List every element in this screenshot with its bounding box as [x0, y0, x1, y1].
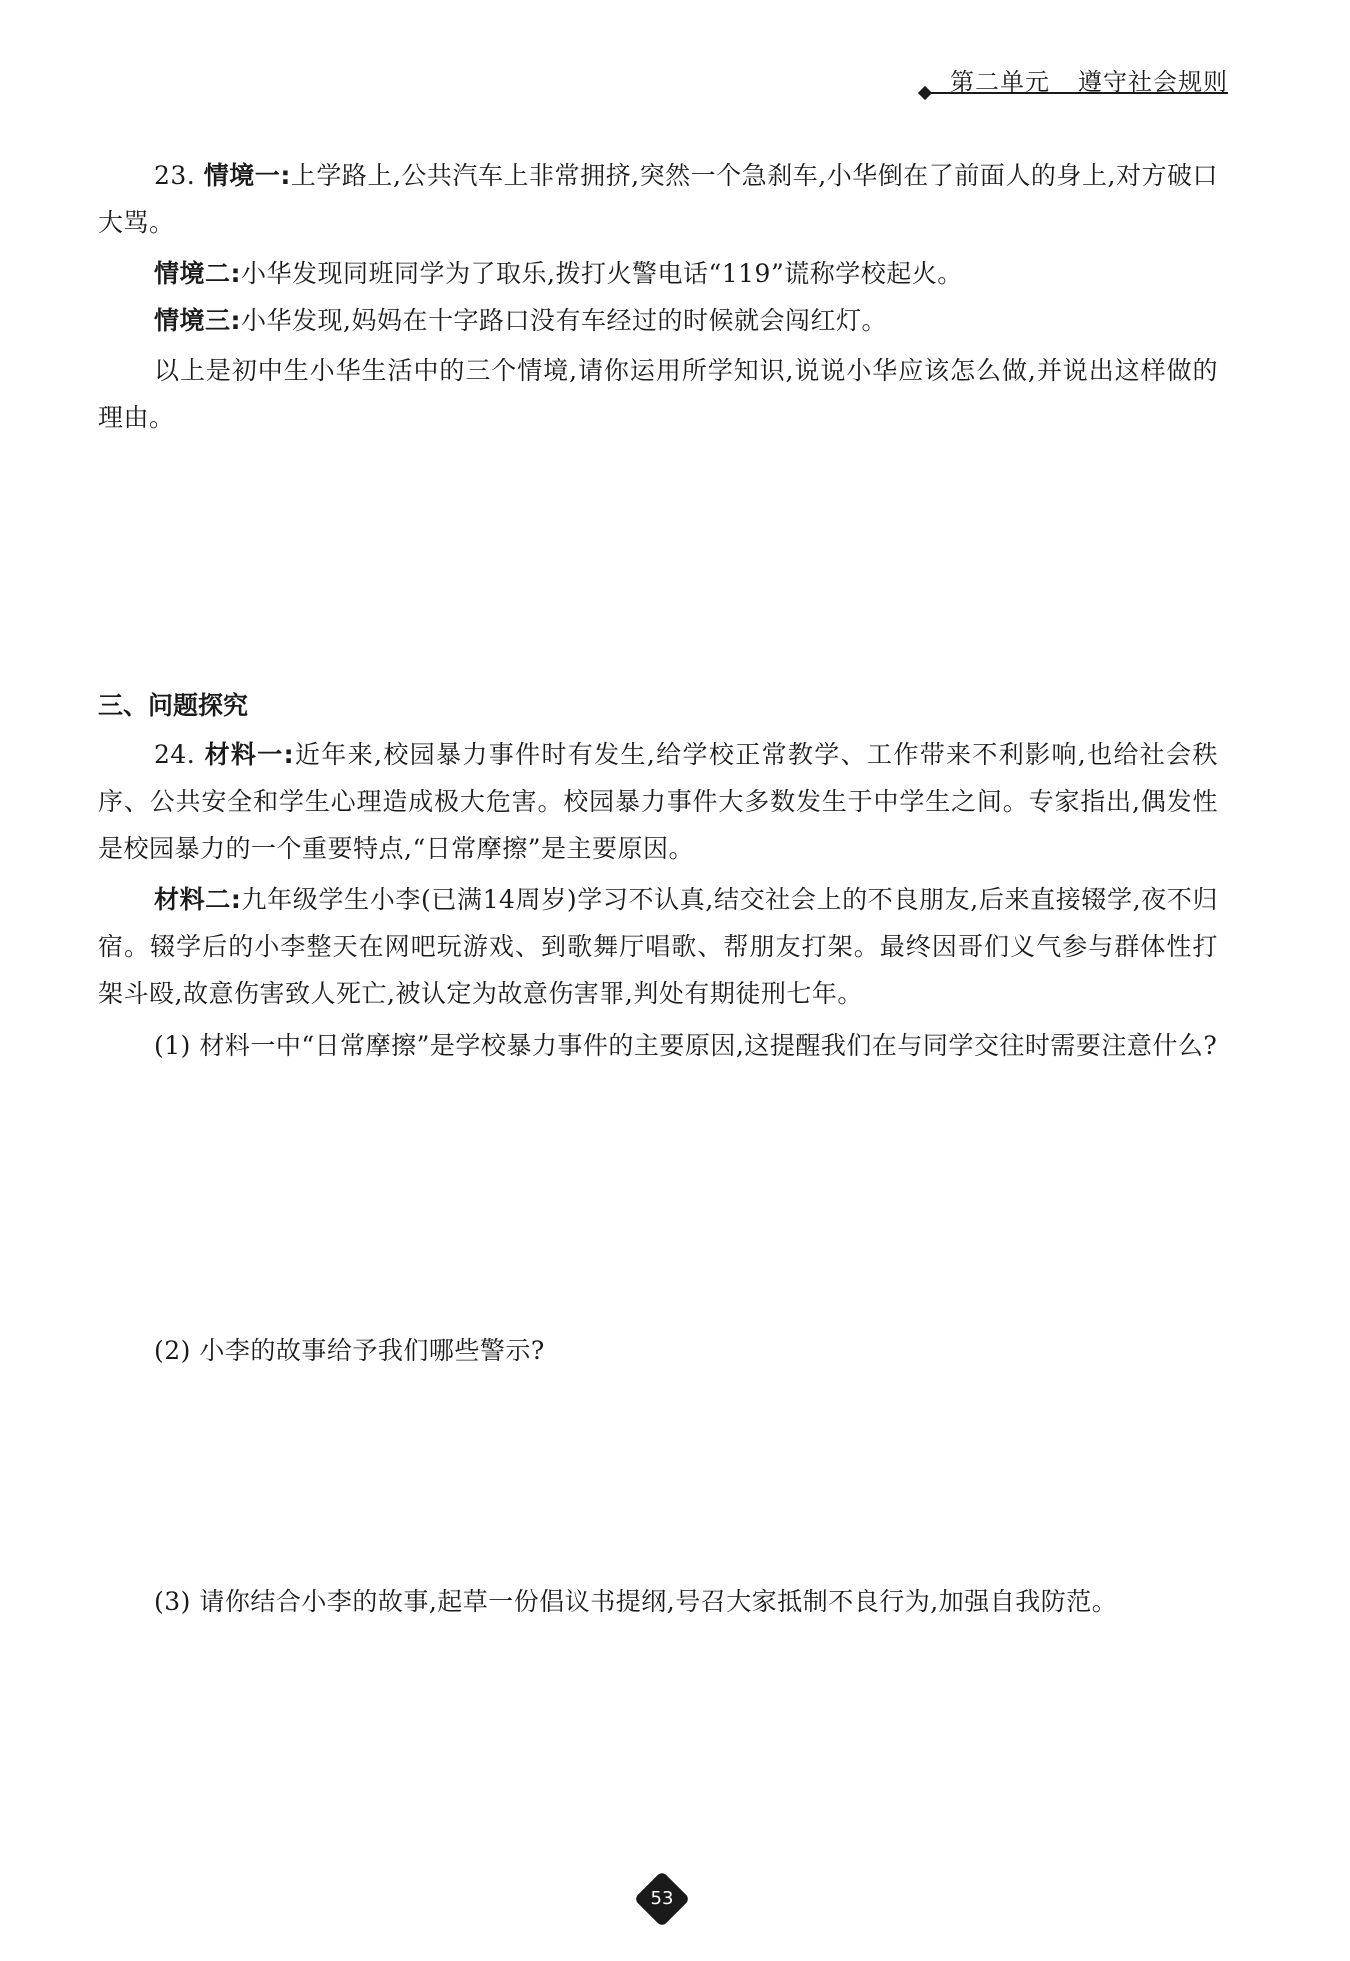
q24-sub-question-3: (3) 请你结合小李的故事,起草一份倡议书提纲,号召大家抵制不良行为,加强自我防范。	[154, 1587, 1118, 1616]
q24-m1-label: 材料一:	[204, 740, 295, 769]
q24-sub-question-2: (2) 小李的故事给予我们哪些警示?	[154, 1336, 545, 1365]
q23-s2-text: 小华发现同班同学为了取乐,拨打火警电话“119”谎称学校起火。	[241, 259, 963, 288]
q24-material-2	[98, 876, 1218, 1017]
q23-scenario-1	[98, 152, 1218, 246]
q23-scenario-2	[98, 250, 1218, 297]
q23-question: 以上是初中生小华生活中的三个情境,请你运用所学知识,说说小华应该怎么做,并说出这样做的理由。	[98, 356, 1218, 432]
q24-m2-text: 九年级学生小李(已满14周岁)学习不认真,结交社会上的不良朋友,后来直接辍学,夜不归宿。辍学后的小李整天在网吧玩游戏、到歌舞厅唱歌、帮朋友打架。最终因哥们义气参与群体性打架斗殴,故意伤害致人死亡,被认定为故意伤害罪,判处有期徒刑七年。	[98, 885, 1218, 1008]
q24-sub-question-1: (1) 材料一中“日常摩擦”是学校暴力事件的主要原因,这提醒我们在与同学交往时需要注意什么?	[154, 1031, 1218, 1060]
unit-title: 遵守社会规则	[1078, 68, 1228, 96]
page-number-badge	[635, 1872, 689, 1926]
unit-label: 第二单元	[950, 68, 1050, 96]
q24-material-1	[98, 731, 1218, 872]
q23-s1-text: 上学路上,公共汽车上非常拥挤,突然一个急刹车,小华倒在了前面人的身上,对方破口大骂。	[98, 161, 1219, 237]
q23-s3-label: 情境三:	[154, 306, 241, 335]
q23-number: 23.	[154, 161, 196, 190]
q23-s3-text: 小华发现,妈妈在十字路口没有车经过的时候就会闯红灯。	[241, 306, 887, 335]
q24-number: 24.	[154, 740, 196, 769]
q23-scenario-3	[98, 297, 1218, 344]
page-number: 53	[650, 1888, 674, 1909]
q23-s1-label: 情境一:	[203, 161, 291, 190]
q24-m2-label: 材料二:	[154, 885, 242, 914]
section-title: 三、问题探究	[98, 691, 249, 720]
page-header	[920, 62, 1228, 102]
header-text	[950, 62, 1228, 97]
q24-m1-text: 近年来,校园暴力事件时有发生,给学校正常教学、工作带来不利影响,也给社会秩序、公共安全和学生心理造成极大危害。校园暴力事件大多数发生于中学生之间。专家指出,偶发性是校园暴力的一个重要特点,“日常摩擦”是主要原因。	[98, 740, 1219, 863]
q23-s2-label: 情境二:	[154, 259, 241, 288]
